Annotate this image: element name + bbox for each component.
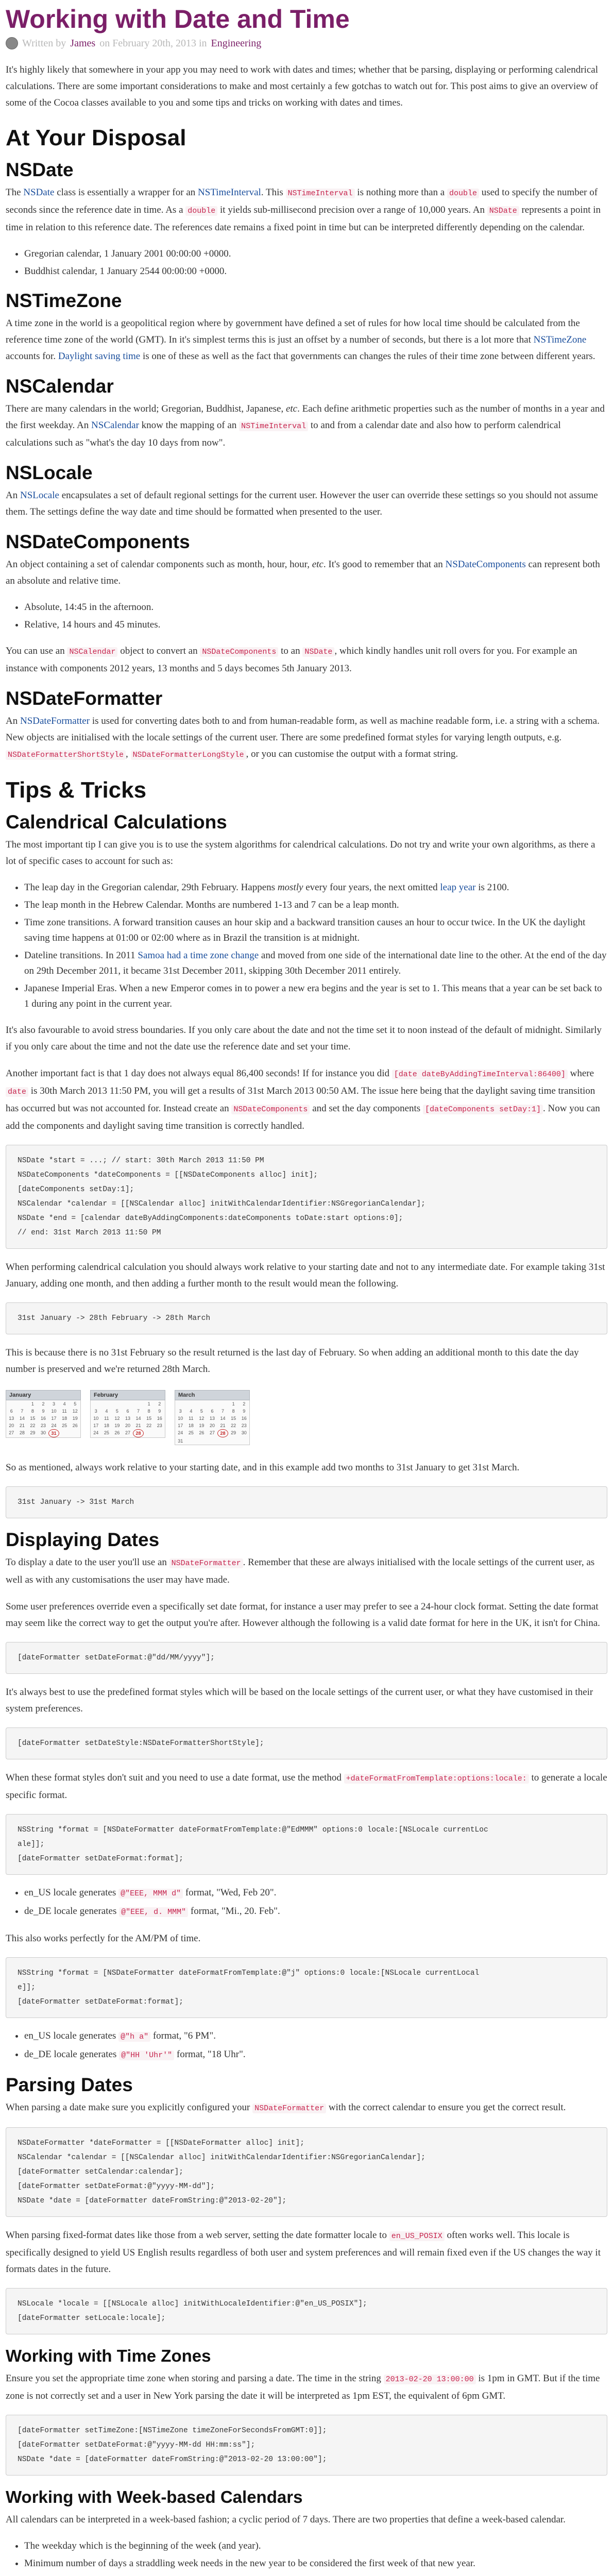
mini-calendar-day: 2	[42, 1401, 45, 1406]
mini-calendar-day: 16	[157, 1416, 162, 1421]
weekbased-list	[6, 2538, 607, 2571]
inline-code: NSDateFormatter	[169, 1558, 243, 1568]
parsing-paragraph-2: When parsing fixed-format dates like those from a web server, setting the date formatter locale to en_US_POSIX often works well. This locale is specifically designed to yield US English results regardless of both user and system preferences and will remain fixed even if the US changes the way it formats dates in the future.	[6, 2230, 601, 2275]
inline-code: double	[185, 206, 217, 216]
code-block: [dateFormatter setDateStyle:NSDateFormatterShortStyle];	[6, 1727, 607, 1759]
code-block: NSDate *start = ...; // start: 30th March 2013 11:50 PM NSDateComponents *dateComponents = [[NSDateComponents alloc] init]; [dateComponents setDay:1]; NSCalendar *calendar = [[NSCalendar alloc] initWithCalendarIdentifier:NSGregorianCalendar]; NSDate *end = [calendar dateByAddingComponents:dateComponents toDate:start options:0]; // end: 31st March 2013 11:50 PM	[6, 1145, 607, 1249]
mini-calendar-day: 26	[114, 1430, 120, 1435]
inline-code: @"EEE, d. MMM"	[119, 1907, 188, 1917]
heading-nstimezone: NSTimeZone	[6, 290, 122, 311]
list-item: • en_US locale generates @"EEE, MMM d" format, "Wed, Feb 20".	[24, 1885, 607, 1902]
displaying-paragraph-5: This also works perfectly for the AM/PM of time.	[6, 1933, 201, 1944]
mini-calendar-day: 6	[10, 1409, 13, 1414]
mini-calendar-grid	[90, 1400, 165, 1438]
nstimezone-link[interactable]: NSTimeZone	[533, 334, 587, 345]
mini-calendar-day	[133, 1400, 144, 1408]
list-item: • en_US locale generates @"h a" format, "6 PM".	[24, 2028, 607, 2045]
mini-calendar-day: 14	[220, 1416, 226, 1421]
mini-calendar-day: 10	[178, 1416, 183, 1421]
mini-calendar-day: 7	[21, 1409, 24, 1414]
mini-calendar-day: 1	[232, 1401, 235, 1406]
locale-list	[6, 1885, 607, 1920]
nsdate-list	[6, 246, 607, 279]
list-item: • Buddhist calendar, 1 January 2544 00:00:00 +0000.	[24, 264, 607, 279]
mini-calendar-day: 4	[190, 1409, 193, 1414]
mini-calendar-day: 25	[62, 1423, 67, 1428]
mini-calendar-month: February	[90, 1390, 165, 1400]
inline-code: [date dateByAddingTimeInterval:86400]	[392, 1070, 568, 1079]
calendrical-paragraph-6: So as mentioned, always work relative to your starting date, and in this example add two months to 31st January to get 31st March.	[6, 1462, 520, 1473]
mini-calendar	[90, 1390, 165, 1445]
mini-calendar-day: 11	[189, 1416, 194, 1421]
mini-calendar-day: 14	[19, 1416, 25, 1421]
heading-parsing: Parsing Dates	[6, 2074, 133, 2095]
mini-calendar-day: 24	[51, 1423, 57, 1428]
mini-calendar-day: 5	[200, 1409, 203, 1414]
nsdatecomponents-link[interactable]: NSDateComponents	[445, 559, 526, 570]
mini-calendar-day: 21	[19, 1423, 25, 1428]
mini-calendar-day: 27	[9, 1430, 14, 1435]
mini-calendar-day: 24	[93, 1430, 99, 1435]
list-item: • The leap month in the Hebrew Calendar. Months are numbered 1-13 and 7 can be a leap month.	[24, 897, 607, 913]
inline-code: NSCalendar	[67, 647, 117, 657]
inline-code: +dateFormatFromTemplate:options:locale:	[344, 1774, 529, 1784]
nstimeinterval-link[interactable]: NSTimeInterval	[198, 187, 261, 198]
mini-calendar-day: 20	[9, 1423, 14, 1428]
calendrical-paragraph-5: This is because there is no 31st February so the result returned is the last day of February. So when adding an additional month to this date the day number is preserved and we're returned 28th March.	[6, 1347, 579, 1375]
date-text: on February 20th, 2013 in	[99, 37, 207, 49]
heading-nsdate: NSDate	[6, 159, 74, 180]
inline-code: [dateComponents setDay:1]	[423, 1105, 543, 1114]
mini-calendar-day: 17	[51, 1416, 57, 1421]
daylight-saving-link[interactable]: Daylight saving time	[58, 351, 141, 362]
mini-calendar-day: 2	[243, 1401, 246, 1406]
calendrical-list	[6, 880, 607, 1012]
mini-calendar-day	[196, 1400, 207, 1408]
mini-calendar-day: 8	[31, 1409, 34, 1414]
mini-calendar-day	[91, 1400, 101, 1408]
leap-year-link[interactable]: leap year	[440, 882, 476, 893]
mini-calendar-day: 19	[72, 1416, 78, 1421]
mini-calendar-day: 25	[188, 1430, 194, 1435]
mini-calendar-day	[217, 1400, 228, 1408]
mini-calendar-day	[17, 1400, 28, 1408]
list-item: • Minimum number of days a straddling week needs in the new year to be considered the first week of that new year.	[24, 2556, 607, 2571]
code-block: 31st January -> 28th February -> 28th March	[6, 1302, 607, 1334]
mini-calendar-day: 21	[135, 1423, 141, 1428]
mini-calendar-day: 29	[30, 1430, 36, 1435]
mini-calendar-day: 5	[74, 1401, 77, 1406]
code-block: NSString *format = [NSDateFormatter dateFormatFromTemplate:@"j" options:0 locale:[NSLocale currentLocal e]]; [dateFormatter setDateFormat:format];	[6, 1957, 607, 2018]
code-block: [dateFormatter setTimeZone:[NSTimeZone timeZoneForSecondsFromGMT:0]]; [dateFormatter setDateFormat:@"yyyy-MM-dd HH:mm:ss"]; NSDate *date = [dateFormatter dateFromString:@"2013-02-20 13:00:00"];	[6, 2415, 607, 2476]
list-item: • Time zone transitions. A forward transition causes an hour skip and a backward transition causes an hour to occur twice. In the UK the daylight saving time happens at 01:00 or 02:00 where as in Brazil the transition is at midnight.	[24, 915, 607, 946]
nscalendar-link[interactable]: NSCalendar	[91, 420, 139, 431]
heading-nscalendar: NSCalendar	[6, 376, 114, 397]
mini-calendar-day: 23	[157, 1423, 162, 1428]
page-title: Working with Date and Time	[6, 5, 350, 33]
inline-code: 2013-02-20 13:00:00	[384, 2375, 476, 2384]
nsdate-link[interactable]: NSDate	[23, 187, 55, 198]
mini-calendar-day: 8	[147, 1409, 150, 1414]
mini-calendar-day: 30	[241, 1430, 247, 1435]
timezones-paragraph-1: Ensure you set the appropriate time zone when storing and parsing a date. The time in the string 2013-02-20 13:00:00 is 1pm in GMT. But if the time zone is not correctly set and a user in New York parsing the date it will be interpreted as 1pm EST, the equivalent of 6pm GMT.	[6, 2373, 600, 2401]
mini-calendar-day	[70, 1429, 80, 1437]
code-block: NSString *format = [NSDateFormatter dateFormatFromTemplate:@"EdMMM" options:0 locale:[NSLocale currentLoc ale]]; [dateFormatter setDateFormat:format];	[6, 1814, 607, 1875]
mini-calendar-day: 24	[178, 1430, 183, 1435]
mini-calendar-day: 16	[40, 1416, 46, 1421]
mini-calendar-day	[123, 1400, 133, 1408]
displaying-paragraph-1: To display a date to the user you'll use an NSDateFormatter . Remember that these are always initialised with the locale settings of the current user, as well as with any customisations the user may have made.	[6, 1557, 595, 1585]
displaying-paragraph-4: When these format styles don't suit and you need to use a date format, use the method +dateFormatFromTemplate:options:locale: to generate a locale specific format.	[6, 1772, 607, 1801]
mini-calendar	[175, 1390, 250, 1445]
nsdatecomponents-list	[6, 600, 607, 633]
mini-calendar-day: 19	[114, 1423, 120, 1428]
mini-calendar-day: 20	[209, 1423, 215, 1428]
mini-calendar-day: 2	[158, 1401, 161, 1406]
mini-calendar-day: 12	[72, 1409, 78, 1414]
inline-code: NSDate	[487, 206, 519, 216]
mini-calendar-day: 30	[40, 1430, 46, 1435]
nslocale-paragraph: An NSLocale encapsulates a set of default regional settings for the current user. However the user can override these settings so you should not assume them. The settings define the way date and time should be formatted when presented to the user.	[6, 490, 598, 517]
list-item: • de_DE locale generates @"HH 'Uhr'" format, "18 Uhr".	[24, 2047, 607, 2063]
mini-calendar-day: 3	[94, 1409, 97, 1414]
mini-calendar-day: 18	[188, 1423, 194, 1428]
mini-calendar-day: 15	[30, 1416, 36, 1421]
mini-calendar-day: 12	[114, 1416, 120, 1421]
mini-calendar-day: 17	[178, 1423, 183, 1428]
mini-calendar-day: 18	[104, 1423, 109, 1428]
intro-paragraph: It's highly likely that somewhere in your app you may need to work with dates and times; whether that be parsing, displaying or performing calendrical calculations. There are some important considerations to make and most certainly a few gotchas to watch out for. This post aims to give an overview of some of the Cocoa classes available to you and some tips and tricks on working with dates and times.	[6, 64, 599, 108]
inline-code: date	[6, 1087, 28, 1097]
mini-calendar-day: 9	[158, 1409, 161, 1414]
nsdatecomponents-paragraph-2: You can use an NSCalendar object to convert an NSDateComponents to an NSDate , which kindly handles unit roll overs for you. For example an instance with components 2012 years, 13 months and 5 days becomes 5th January 2013.	[6, 646, 577, 674]
nsdateformatter-link[interactable]: NSDateFormatter	[20, 716, 90, 726]
mini-calendar-day: 29	[231, 1430, 236, 1435]
mini-calendar-day: 5	[115, 1409, 118, 1414]
byline-prefix: Written by	[22, 37, 66, 49]
list-item: • Relative, 14 hours and 45 minutes.	[24, 617, 607, 633]
inline-code: NSTimeInterval	[286, 189, 355, 198]
mini-calendar-day: 7	[222, 1409, 225, 1414]
calendar-illustration	[6, 1388, 607, 1447]
mini-calendar-day: 11	[62, 1409, 67, 1414]
list-item: • The leap day in the Gregorian calendar, 29th February. Happens mostly every four years, the next omitted leap year is 2100.	[24, 880, 607, 895]
mini-calendar-day: 8	[232, 1409, 235, 1414]
calendrical-paragraph-2: It's also favourable to avoid stress boundaries. If you only care about the date and not the time set it to noon instead of the default of midnight. Similarly if you only care about the time and not the date use the reference date and set your time.	[6, 1025, 602, 1052]
mini-calendar-grid	[6, 1400, 81, 1438]
mini-calendar-day: 1	[147, 1401, 150, 1406]
heading-nslocale: NSLocale	[6, 462, 93, 483]
displaying-paragraph-2: Some user preferences override even a specifically set date format, for instance a user may prefer to see a 24-hour clock format. Setting the date format may seem like the correct way to get the output you're after. However although the following is a valid date format for here in the UK, it isn't for China.	[6, 1601, 600, 1629]
code-block: 31st January -> 31st March	[6, 1486, 607, 1518]
mini-calendar-day: 6	[126, 1409, 129, 1414]
inline-code: NSDateFormatterLongStyle	[131, 750, 246, 760]
mini-calendar-day: 28	[133, 1429, 144, 1437]
inline-code: NSDateFormatterShortStyle	[6, 750, 126, 760]
mini-calendar-day: 18	[62, 1416, 67, 1421]
nsdate-paragraph: The NSDate class is essentially a wrapper for an NSTimeInterval. This NSTimeInterval is nothing more than a double used to specify the number of seconds since the reference date in time. As a double it yields sub-millisecond precision over a range of 10,000 years. An NSDate represents a point in time in relation to this reference date. The references date remains a fixed point in time but can be interpreted differently depending on the calendar.	[6, 187, 601, 233]
list-item: • Japanese Imperial Eras. When a new Emperor comes in to power a new era begins and the year is set to 1. This means that a year can be set back to 1 during any point in the current year.	[24, 981, 607, 1012]
mini-calendar-day: 3	[53, 1401, 56, 1406]
nsdatecomponents-paragraph: An object containing a set of calendar components such as month, hour, hour, etc. It's good to remember that an NSDateComponents can represent both an absolute and relative time.	[6, 559, 600, 586]
list-item: • de_DE locale generates @"EEE, d. MMM" format, "Mi., 20. Feb".	[24, 1904, 607, 1920]
section-heading-disposal: At Your Disposal	[6, 125, 186, 150]
mini-calendar-day: 31	[48, 1429, 59, 1437]
heading-calendrical: Calendrical Calculations	[6, 811, 227, 833]
mini-calendar-day: 15	[231, 1416, 236, 1421]
mini-calendar-day: 22	[30, 1423, 36, 1428]
author-link[interactable]: James	[70, 37, 96, 49]
heading-displaying: Displaying Dates	[6, 1529, 160, 1550]
mini-calendar-day	[207, 1400, 218, 1408]
mini-calendar-day: 14	[135, 1416, 141, 1421]
mini-calendar-day	[112, 1400, 123, 1408]
mini-calendar-day: 28	[19, 1430, 25, 1435]
mini-calendar-day	[6, 1400, 17, 1408]
byline	[6, 37, 607, 49]
mini-calendar-day: 10	[93, 1416, 99, 1421]
ampm-list	[6, 2028, 607, 2063]
heading-weekbased: Working with Week-based Calendars	[6, 2487, 303, 2506]
mini-calendar-day: 19	[199, 1423, 205, 1428]
heading-nsdatecomponents: NSDateComponents	[6, 531, 190, 552]
inline-code: en_US_POSIX	[389, 2231, 445, 2241]
inline-code: @"h a"	[118, 2032, 150, 2042]
inline-code: @"EEE, MMM d"	[118, 1889, 183, 1899]
inline-code: NSDateComponents	[231, 1105, 310, 1114]
mini-calendar-day: 15	[146, 1416, 152, 1421]
inline-code: NSDateFormatter	[252, 2104, 326, 2113]
mini-calendar-day: 26	[199, 1430, 205, 1435]
heading-nsdateformatter: NSDateFormatter	[6, 688, 163, 709]
mini-calendar-day: 10	[51, 1409, 57, 1414]
mini-calendar-day: 25	[104, 1430, 109, 1435]
inline-code: NSDateComponents	[200, 647, 278, 657]
mini-calendar-day: 28	[217, 1429, 228, 1437]
weekbased-paragraph-1: All calendars can be interpreted in a week-based fashion; a cyclic period of 7 days. There are two properties that define a week-based calendar.	[6, 2514, 566, 2525]
mini-calendar-day	[59, 1429, 70, 1437]
avatar	[6, 37, 18, 49]
mini-calendar	[6, 1390, 81, 1445]
code-block: [dateFormatter setDateFormat:@"dd/MM/yyyy"];	[6, 1642, 607, 1674]
parsing-paragraph-1: When parsing a date make sure you explicitly configured your NSDateFormatter with the correct calendar to ensure you get the correct result.	[6, 2102, 566, 2113]
mini-calendar-day: 11	[104, 1416, 109, 1421]
inline-code: NSTimeInterval	[239, 421, 308, 431]
mini-calendar-day: 13	[125, 1416, 130, 1421]
category-link[interactable]: Engineering	[211, 37, 262, 49]
mini-calendar-day: 22	[231, 1423, 236, 1428]
mini-calendar-day: 4	[63, 1401, 66, 1406]
code-block: NSDateFormatter *dateFormatter = [[NSDateFormatter alloc] init]; NSCalendar *calendar = [[NSCalendar alloc] initWithCalendarIdentifier:NSGregorianCalendar]; [dateFormatter setCalendar:calendar]; [dateFormatter setDateFormat:@"yyyy-MM-dd"]; NSDate *date = [dateFormatter dateFromString:@"2013-02-20"];	[6, 2127, 607, 2217]
mini-calendar-month: March	[175, 1390, 250, 1400]
mini-calendar-day: 16	[241, 1416, 247, 1421]
mini-calendar-day	[154, 1429, 165, 1437]
code-block: NSLocale *locale = [[NSLocale alloc] initWithLocaleIdentifier:@"en_US_POSIX"]; [dateFormatter setLocale:locale];	[6, 2288, 607, 2334]
mini-calendar-day: 23	[241, 1423, 247, 1428]
mini-calendar-day	[144, 1429, 155, 1437]
mini-calendar-day	[101, 1400, 112, 1408]
displaying-paragraph-3: It's always best to use the predefined format styles which will be based on the locale settings of the current user, or what they have customised in their system preferences.	[6, 1687, 593, 1714]
mini-calendar-day: 23	[40, 1423, 46, 1428]
inline-code: double	[447, 189, 479, 198]
mini-calendar-day	[175, 1400, 186, 1408]
mini-calendar-day: 12	[199, 1416, 205, 1421]
nscalendar-paragraph: There are many calendars in the world; Gregorian, Buddhist, Japanese, etc. Each define arithmetic properties such as the number of months in a year and the first weekday. An NSCalendar know the mapping of an NSTimeInterval to and from a calendar date and also how to perform calendrical calculations such as "what's the day 10 days from now".	[6, 403, 605, 448]
mini-calendar-day: 1	[31, 1401, 34, 1406]
list-item: • Absolute, 14:45 in the afternoon.	[24, 600, 607, 615]
mini-calendar-day: 31	[178, 1438, 183, 1444]
inline-code: NSDate	[302, 647, 334, 657]
mini-calendar-day: 27	[125, 1430, 130, 1435]
calendrical-paragraph-4: When performing calendrical calculation you should always work relative to your starting date and not to any intermediate date. For example taking 31st January, adding one month, and then adding a further month to the result would mean the following.	[6, 1262, 605, 1289]
inline-code: @"HH 'Uhr'"	[119, 2050, 174, 2060]
list-item: • The weekday which is the beginning of the week (and year).	[24, 2538, 607, 2554]
list-item: • Gregorian calendar, 1 January 2001 00:00:00 +0000.	[24, 246, 607, 262]
mini-calendar-day: 13	[209, 1416, 215, 1421]
article	[6, 0, 607, 2576]
calendrical-paragraph-3: Another important fact is that 1 day does not always equal 86,400 seconds! If for instance you did [date dateByAddingTimeInterval:86400] where date is 30th March 2013 11:50 PM, you will get a results of 31st March 2013 00:50 AM. The issue here being that the daylight saving time transition has occurred but was not accounted for. Instead create an NSDateComponents and set the day components [dateComponents setDay:1] . Now you can add the components and daylight saving time transition is correctly handled.	[6, 1068, 600, 1131]
mini-calendar-month: January	[6, 1390, 81, 1400]
nsdateformatter-paragraph: An NSDateFormatter is used for converting dates both to and from human-readable form, as well as machine readable form, i.e. a string with a schema. New objects are initialised with the locale settings of the current user. There are some predefined format styles for varying length outputs, e.g. NSDateFormatterShortStyle , NSDateFormatterLongStyle , or you can customise the output with a format string.	[6, 716, 600, 759]
samoa-link[interactable]: Samoa had a time zone change	[138, 950, 259, 961]
mini-calendar-day: 9	[243, 1409, 246, 1414]
mini-calendar-day: 3	[179, 1409, 182, 1414]
mini-calendar-day: 7	[137, 1409, 140, 1414]
mini-calendar-day: 17	[93, 1423, 99, 1428]
mini-calendar-day: 27	[209, 1430, 215, 1435]
mini-calendar-day: 13	[9, 1416, 14, 1421]
mini-calendar-grid	[175, 1400, 250, 1445]
list-item: • Dateline transitions. In 2011 Samoa had a time zone change and moved from one side of the international date line to the other. At the end of the day on 29th December 2011, it became 31st December 2011, skipping 30th December 2011 entirely.	[24, 948, 607, 979]
nstimezone-paragraph: A time zone in the world is a geopolitical region where by government have defined a set of rules for how local time should be calculated from the reference time zone of the world (GMT). In it's simplest terms this is just an offset by a number of seconds, but there is a lot more that NSTimeZone accounts for. Daylight saving time is one of these as well as the fact that governments can changes the rules of their time zone between different years.	[6, 318, 595, 362]
mini-calendar-day: 9	[42, 1409, 45, 1414]
mini-calendar-day: 22	[146, 1423, 152, 1428]
mini-calendar-day: 4	[105, 1409, 108, 1414]
mini-calendar-day: 20	[125, 1423, 130, 1428]
mini-calendar-day: 26	[72, 1423, 78, 1428]
mini-calendar-day	[186, 1400, 197, 1408]
nslocale-link[interactable]: NSLocale	[20, 490, 59, 501]
calendrical-paragraph-1: The most important tip I can give you is to use the system algorithms for calendrical calculations. Do not try and write your own algorithms, as there a lot of specific cases to account for such as:	[6, 839, 595, 867]
mini-calendar-day: 6	[211, 1409, 214, 1414]
section-heading-tips: Tips & Tricks	[6, 777, 147, 803]
heading-timezones: Working with Time Zones	[6, 2346, 211, 2365]
mini-calendar-day: 21	[220, 1423, 226, 1428]
